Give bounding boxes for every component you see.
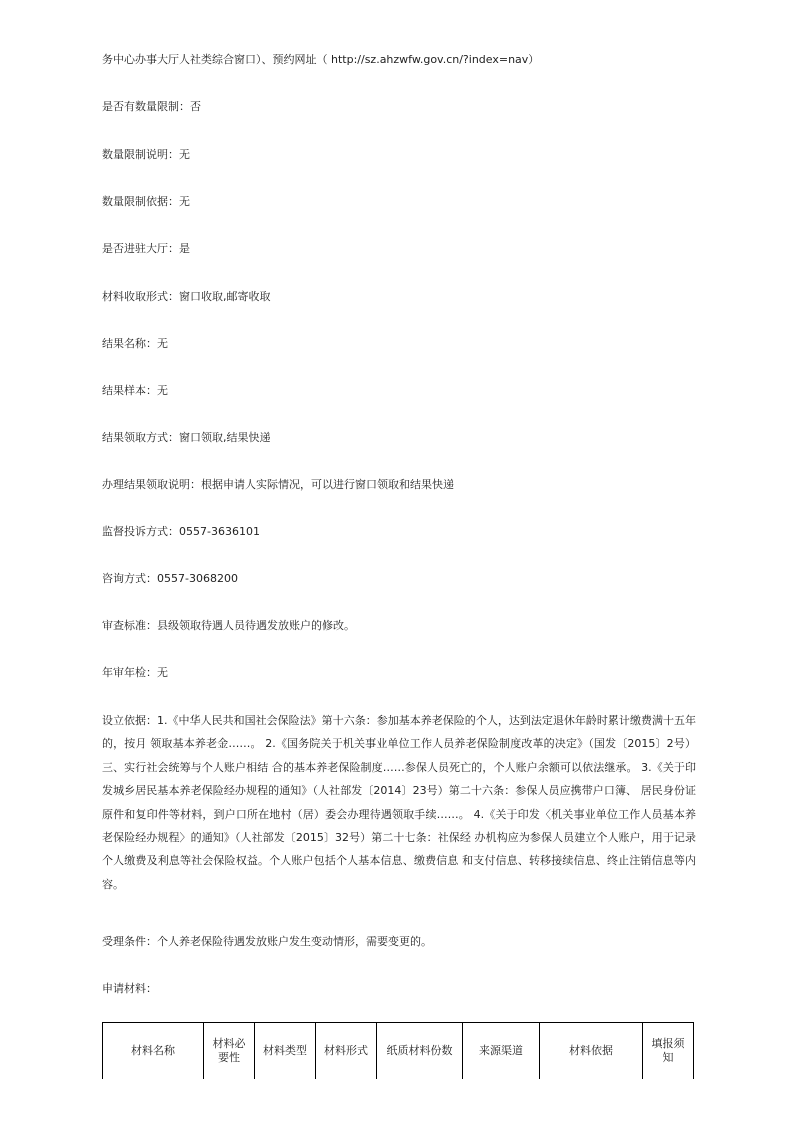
quantity-limit-basis-line: 数量限制依据：无: [102, 195, 190, 208]
legal-basis-paragraph: 设立依据：1.《中华人民共和国社会保险法》第十六条：参加基本养老保险的个人，达到法定退休年龄时累计缴费满十五年的，按月 领取基本养老金……。 2.《国务院关于机关事业单位工作人员养老保险制度改革的决定》（国发〔2015〕2号）三、实行社会统筹与个人账户相结 合的基本养老保险制度……参保人员死亡的，个人账户余额可以依法继承。 3.《关于印发城乡居民基本养老保险经办规程的通知》（人社部发〔2014〕23号）第二十六条：参保人员应携带户口簿、 居民身份证原件和复印件等材料，到户口所在地村（居）委会办理待遇领取手续……。 4.《关于印发〈机关事业单位工作人员基本养老保险经办规程〉的通知》（人社部发〔2015〕32号）第二十七条：社保经 办机构应为参保人员建立个人账户，用于记录个人缴费及利息等社会保险权益。个人账户包括个人基本信息、缴费信息 和支付信息、转移接续信息、终止注销信息等内容。: [102, 714, 696, 891]
materials-label: 申请材料：: [102, 982, 157, 995]
header-material-type: 材料类型: [255, 1023, 316, 1080]
consult-line: 咨询方式：0557-3068200: [102, 572, 238, 585]
header-source-channel: 来源渠道: [463, 1023, 540, 1080]
quantity-limit-line: 是否有数量限制：否: [102, 100, 201, 113]
result-sample-line: 结果样本：无: [102, 384, 168, 397]
material-collection-line: 材料收取形式：窗口收取,邮寄收取: [102, 290, 271, 303]
result-name-line: 结果名称：无: [102, 337, 168, 350]
acceptance-condition-line: 受理条件：个人养老保险待遇发放账户发生变动情形，需要变更的。: [102, 935, 432, 948]
header-material-form: 材料形式: [316, 1023, 377, 1080]
result-pickup-desc-line: 办理结果领取说明：根据申请人实际情况，可以进行窗口领取和结果快递: [102, 478, 454, 491]
annual-review-line: 年审年检：无: [102, 666, 168, 679]
header-material-name: 材料名称: [103, 1023, 204, 1080]
header-material-necessity: 材料必要性: [204, 1023, 255, 1080]
hall-entry-line: 是否进驻大厅：是: [102, 242, 190, 255]
complaint-line: 监督投诉方式：0557-3636101: [102, 525, 260, 538]
materials-table-header-row: [103, 1023, 694, 1080]
quantity-limit-desc-line: 数量限制说明：无: [102, 148, 190, 161]
header-paper-copies: 纸质材料份数: [377, 1023, 463, 1080]
materials-table: [102, 1022, 694, 1079]
review-standard-line: 审查标准：县级领取待遇人员待遇发放账户的修改。: [102, 619, 355, 632]
result-pickup-line: 结果领取方式：窗口领取,结果快递: [102, 431, 271, 444]
header-material-basis: 材料依据: [540, 1023, 643, 1080]
appointment-line: 务中心办事大厅人社类综合窗口）、预约网址（ http://sz.ahzwfw.gov.cn/?index=nav）: [102, 53, 540, 66]
header-filling-notes: 填报须知: [643, 1023, 694, 1080]
